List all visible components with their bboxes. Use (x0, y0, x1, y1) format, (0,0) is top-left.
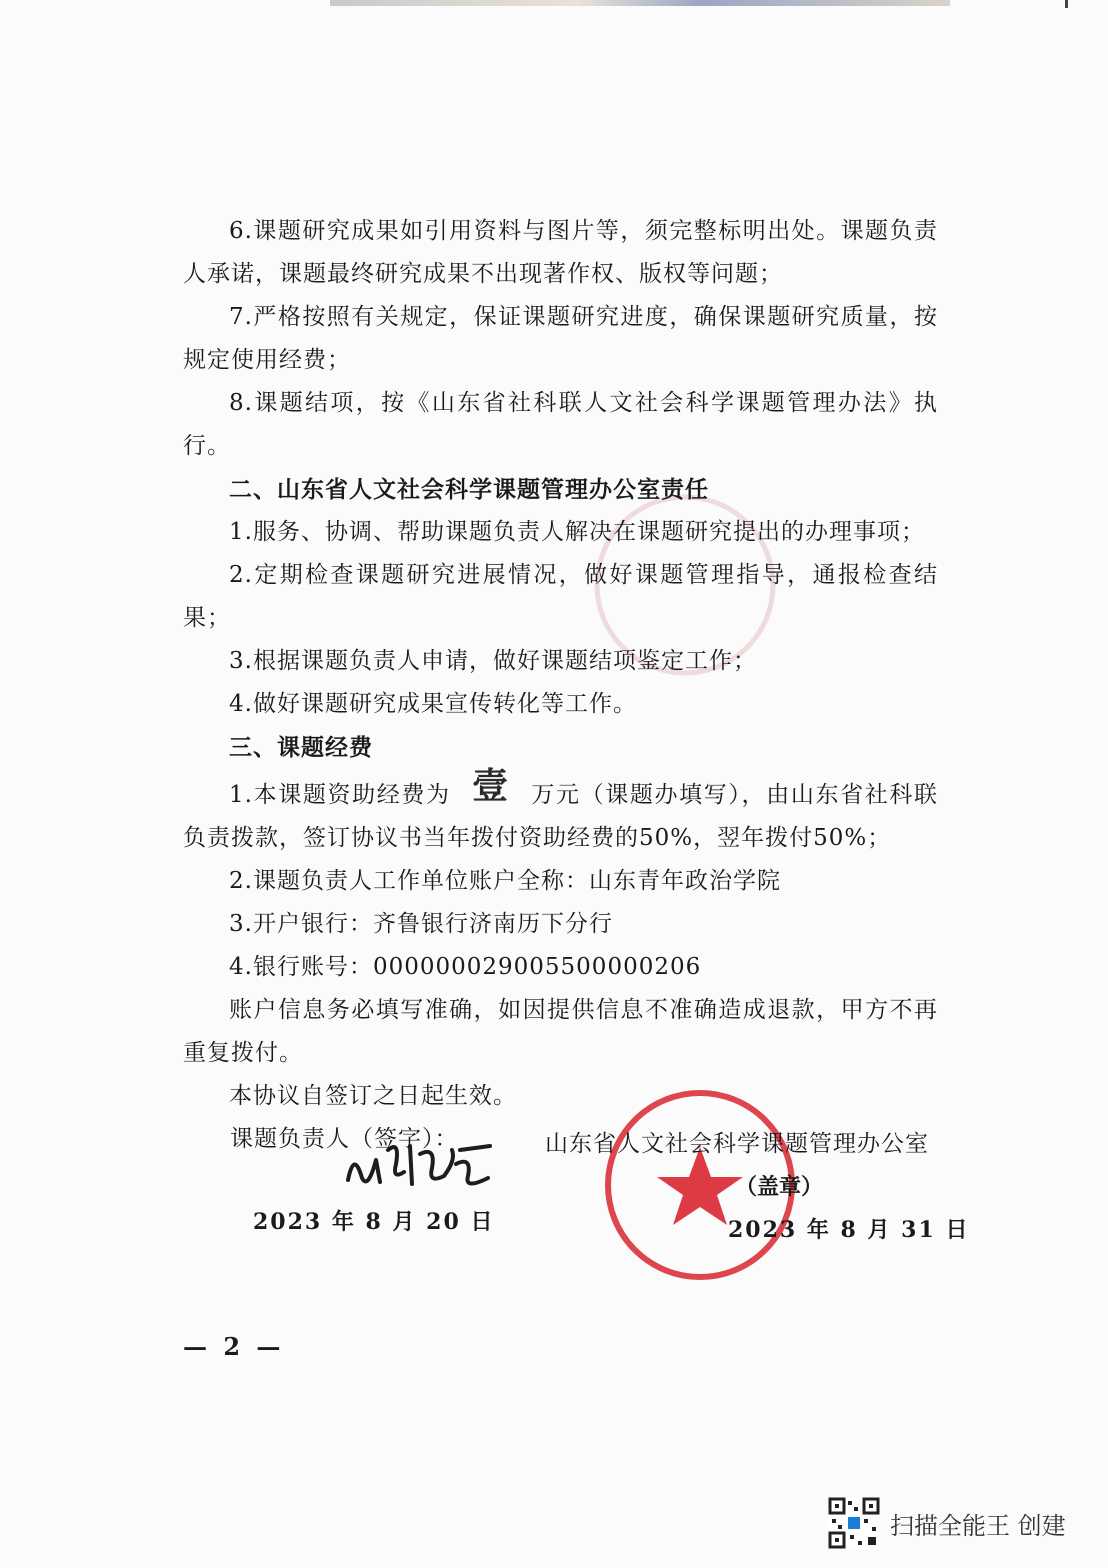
funding-amount-handwritten: 壹 (472, 765, 510, 807)
funding-suffix: 万元（课题办填写），由山东省社科联负责拨款，签订协议书当年拨付资助经费的50%，翌年拨付50%； (183, 782, 939, 851)
scan-top-band (330, 0, 950, 6)
office-duty-4: 4.做好课题研究成果宣传转化等工作。 (229, 691, 637, 717)
office-name: 山东省人文社会科学课题管理办公室 (545, 1131, 929, 1157)
funding-clause (183, 765, 939, 860)
scanner-watermark (828, 1496, 1088, 1550)
signatory-label: 课题负责人（签字）： (230, 1126, 459, 1152)
section-heading-3: 三、课题经费 (229, 734, 373, 761)
agreement-body (183, 210, 938, 1118)
account-name: 2.课题负责人工作单位账户全称：山东青年政治学院 (229, 868, 781, 894)
office-duty-1: 1.服务、协调、帮助课题负责人解决在课题研究提出的办理事项； (229, 519, 925, 545)
clause-7: 7.严格按照有关规定，保证课题研究进度，确保课题研究质量，按规定使用经费； (183, 304, 938, 373)
handwritten-signature (340, 1120, 500, 1200)
section-heading-2: 二、山东省人文社会科学课题管理办公室责任 (229, 476, 709, 503)
watermark-text: 扫描全能王 创建 (890, 1511, 1066, 1540)
clause-8: 8.课题结项，按《山东省社科联人文社会科学课题管理办法》执行。 (183, 390, 938, 459)
qr-code-icon (828, 1497, 880, 1549)
clause-6: 6.课题研究成果如引用资料与图片等，须完整标明出处。课题负责人承诺，课题最终研究成果不出现著作权、版权等问题； (183, 218, 938, 287)
account-number: 4.银行账号：000000029005500000206 (229, 954, 702, 980)
funding-prefix: 1.本课题资助经费为 (229, 782, 451, 808)
office-date: 2023 年 8 月 31 日 (728, 1217, 970, 1243)
scan-edge-mark (1065, 0, 1068, 8)
effective-clause: 本协议自签订之日起生效。 (229, 1083, 517, 1109)
office-duty-2: 2.定期检查课题研究进展情况，做好课题管理指导，通报检查结果； (183, 562, 938, 631)
signatory-date: 2023 年 8 月 20 日 (253, 1209, 495, 1235)
bank-name: 3.开户银行：齐鲁银行济南历下分行 (229, 911, 613, 937)
page-number: — 2 — (183, 1332, 285, 1361)
office-duty-3: 3.根据课题负责人申请，做好课题结项鉴定工作； (229, 648, 757, 674)
seal-note: （盖章） (735, 1174, 824, 1200)
account-notice: 账户信息务必填写准确，如因提供信息不准确造成退款，甲方不再重复拨付。 (183, 997, 938, 1066)
